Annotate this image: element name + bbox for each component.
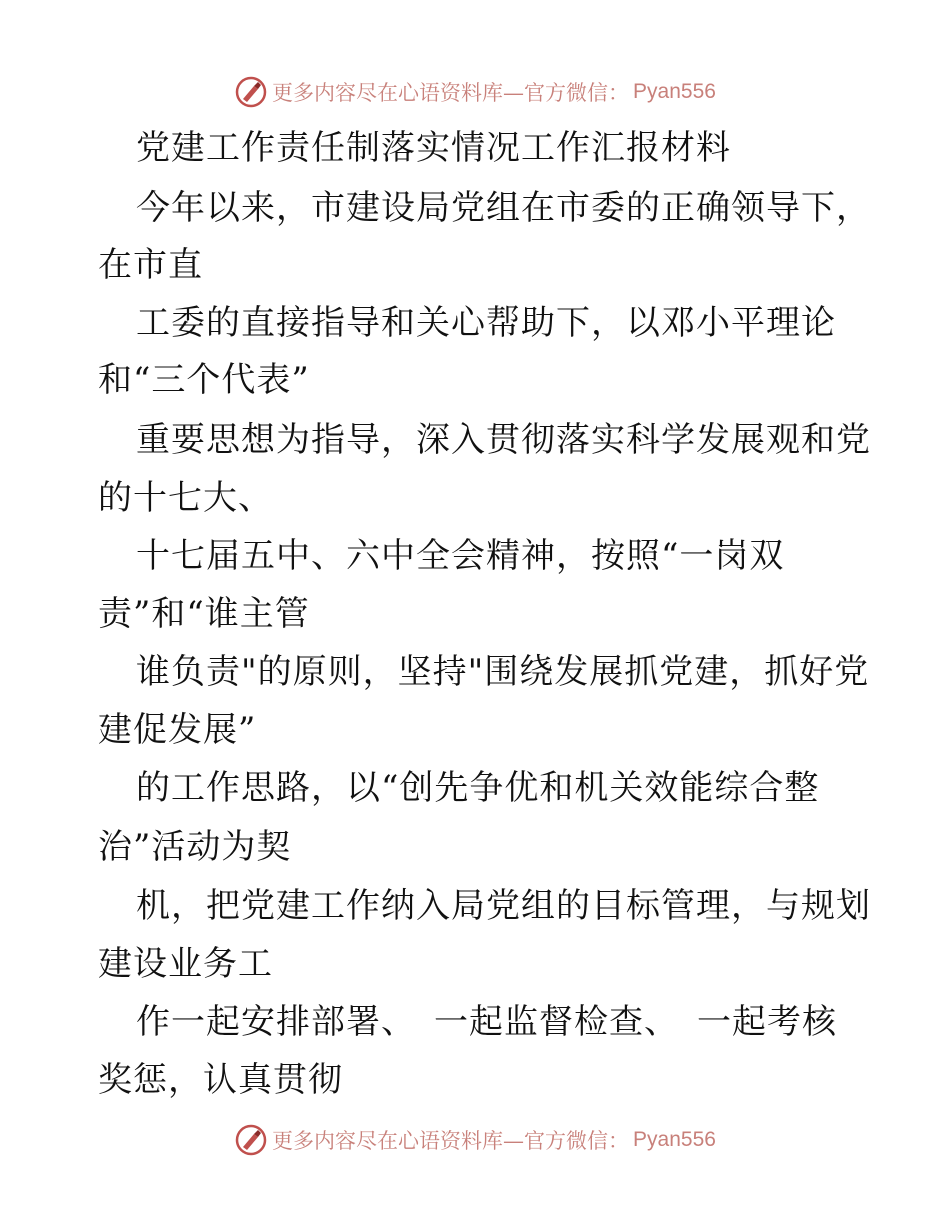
doc-line: 和“三个代表”	[98, 360, 310, 400]
watermark-id: Pyan556	[633, 1128, 716, 1151]
watermark-footer	[0, 1120, 950, 1160]
doc-line: 的工作思路，以“创先争优和机关效能综合整	[136, 768, 820, 808]
doc-line: 的十七大、	[98, 478, 273, 518]
pen-logo-icon	[234, 1123, 268, 1157]
watermark-header	[0, 72, 950, 112]
doc-line: 责”和“谁主管	[98, 594, 310, 634]
watermark-id: Pyan556	[633, 80, 716, 103]
doc-line: 建促发展”	[98, 710, 257, 750]
watermark-text: 更多内容尽在心语资料库—官方微信：	[272, 81, 630, 105]
doc-line: 谁负责"的原则，坚持"围绕发展抓党建，抓好党	[136, 652, 870, 692]
watermark-text: 更多内容尽在心语资料库—官方微信：	[272, 1129, 630, 1153]
doc-title: 党建工作责任制落实情况工作汇报材料	[136, 128, 731, 168]
doc-line: 建设业务工	[98, 944, 273, 984]
doc-line: 十七届五中、六中全会精神，按照“一岗双	[136, 536, 785, 576]
doc-line: 今年以来，市建设局党组在市委的正确领导下，	[136, 188, 871, 228]
doc-line: 重要思想为指导，深入贯彻落实科学发展观和党	[136, 420, 871, 460]
doc-line: 治”活动为契	[98, 827, 292, 867]
doc-line: 作一起安排部署、 一起监督检查、 一起考核	[136, 1002, 837, 1042]
pen-logo-icon	[234, 75, 268, 109]
doc-line: 机，把党建工作纳入局党组的目标管理，与规划	[136, 886, 871, 926]
doc-line: 在市直	[98, 245, 203, 285]
doc-line: 工委的直接指导和关心帮助下，以邓小平理论	[136, 303, 836, 343]
doc-line: 奖惩，认真贯彻	[98, 1060, 343, 1100]
